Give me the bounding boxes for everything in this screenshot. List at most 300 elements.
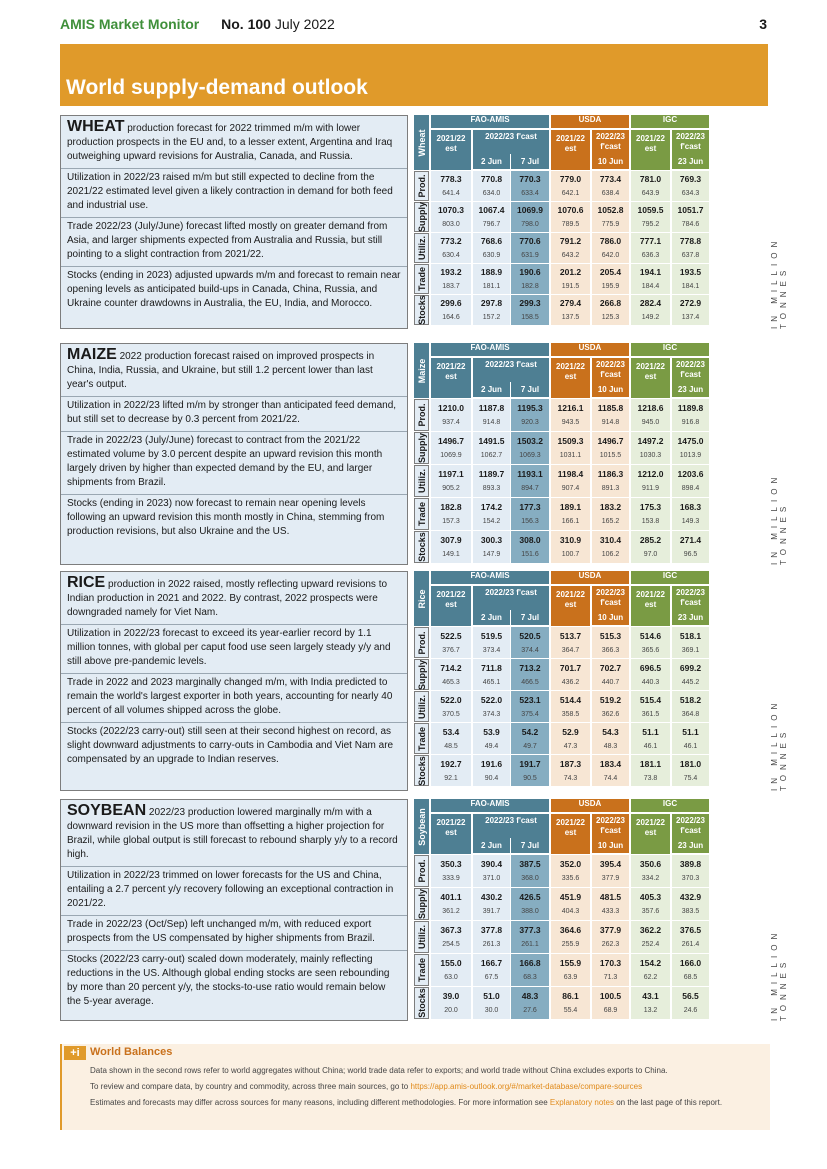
source-header-fao: FAO-AMIS — [431, 343, 549, 356]
row-label — [414, 855, 429, 887]
value-world: 1186.3 — [597, 469, 624, 479]
value-without-china: 391.7 — [482, 908, 501, 915]
table-cell — [511, 888, 549, 920]
value-without-china: 795.2 — [641, 221, 660, 228]
row-label-text: Trade — [416, 266, 427, 292]
value-world: 1509.3 — [557, 436, 584, 446]
source-header-igc: IGC — [631, 571, 709, 584]
row-label-text: Supply — [416, 201, 427, 233]
value-without-china: 153.8 — [641, 518, 660, 525]
fcast-header: 2022/23 f'cast — [473, 130, 549, 154]
value-without-china: 191.5 — [561, 283, 580, 290]
value-world: 451.9 — [559, 892, 582, 902]
table-cell — [631, 755, 670, 786]
world-balances-note — [60, 1044, 770, 1130]
table-cell — [511, 295, 549, 325]
row-label-text: Utiliz. — [416, 925, 427, 949]
value-world: 699.2 — [679, 663, 702, 673]
table-cell — [473, 954, 510, 986]
fcast-header: 2022/23 f'cast — [592, 130, 629, 154]
table-cell — [511, 659, 549, 690]
value-world: 779.0 — [559, 174, 582, 184]
value-world: 430.2 — [480, 892, 503, 902]
value-world: 702.7 — [599, 663, 622, 673]
row-label — [414, 888, 429, 920]
row-label-text: Stocks — [416, 532, 427, 562]
value-world: 773.2 — [440, 236, 462, 246]
value-world: 1070.6 — [557, 205, 584, 215]
date-header: 23 Jun — [672, 838, 709, 853]
table-cell — [592, 202, 629, 232]
table-cell — [631, 295, 670, 325]
value-world: 714.2 — [440, 663, 462, 673]
intro-text: 2022/23 production lowered marginally m/m with a downward revision in the US more than offsetting a higher projection for Brazil, while global output is still forecast to rebound sharply y/y to a record high. — [67, 807, 398, 860]
commentary-paragraph: Stocks (ending in 2023) now forecast to remain near opening levels following an upward revision this month mostly in China, stemming from production revisions, but also Ukraine and the US. — [67, 498, 385, 537]
table-cell — [551, 233, 590, 263]
table-cell — [551, 954, 590, 986]
value-world: 299.3 — [519, 298, 541, 308]
value-world: 168.3 — [679, 502, 702, 512]
value-world: 54.2 — [521, 727, 539, 737]
value-without-china: 164.6 — [442, 314, 460, 321]
value-without-china: 75.4 — [683, 775, 698, 782]
table-cell — [511, 202, 549, 232]
fcast-header: 2022/23 f'cast — [592, 814, 629, 838]
value-without-china: 1013.9 — [679, 452, 702, 459]
value-world: 175.3 — [639, 502, 662, 512]
value-world: 205.4 — [599, 267, 622, 277]
table-cell — [592, 921, 629, 953]
value-world: 377.8 — [480, 925, 503, 935]
row-label — [414, 954, 429, 986]
crop-label-text: Rice — [416, 588, 427, 609]
value-world: 39.0 — [442, 991, 460, 1001]
crop-label-text: Maize — [416, 358, 427, 383]
value-without-china: 158.5 — [521, 314, 539, 321]
value-without-china: 375.4 — [521, 711, 539, 718]
value-world: 193.5 — [679, 267, 702, 277]
table-cell — [473, 202, 510, 232]
value-without-china: 154.2 — [482, 518, 501, 525]
value-world: 1051.7 — [677, 205, 704, 215]
value-without-china: 368.0 — [521, 875, 539, 882]
table-cell — [551, 202, 590, 232]
table-cell — [473, 432, 510, 464]
table-cell — [672, 627, 709, 658]
value-world: 51.1 — [682, 727, 699, 737]
value-world: 522.5 — [440, 631, 462, 641]
table-cell — [672, 202, 709, 232]
row-label-text: Stocks — [416, 755, 427, 786]
value-world: 155.9 — [559, 958, 582, 968]
table-cell — [473, 498, 510, 530]
table-cell — [672, 921, 709, 953]
commentary-intro — [61, 344, 407, 397]
table-cell — [431, 465, 471, 497]
row-label — [414, 264, 429, 294]
section-banner — [60, 44, 768, 106]
commentary-intro — [61, 800, 407, 867]
commentary-paragraph: Stocks (ending in 2023) adjusted upwards m/m and forecast to remain near opening levels as anticipated build-ups in Canada, China, Russia, and Ukraine counter drawdowns in Australia, the EU, India, and Morocco. — [67, 270, 401, 309]
note-line-2 — [90, 1079, 766, 1095]
value-without-china: 893.3 — [482, 485, 501, 492]
page-number: 3 — [759, 16, 767, 32]
commentary-box — [60, 799, 408, 1021]
table-cell — [592, 264, 629, 294]
source-header-fao: FAO-AMIS — [431, 571, 549, 584]
value-without-china: 1030.3 — [639, 452, 662, 459]
value-without-china: 440.7 — [601, 679, 620, 686]
value-without-china: 911.9 — [642, 485, 659, 492]
table-cell — [473, 888, 510, 920]
value-without-china: 364.8 — [681, 711, 700, 718]
value-without-china: 642.1 — [561, 190, 580, 197]
value-world: 518.2 — [679, 695, 702, 705]
value-without-china: 62.2 — [643, 974, 658, 981]
value-world: 390.4 — [480, 859, 503, 869]
value-without-china: 775.9 — [601, 221, 620, 228]
value-without-china: 642.0 — [601, 252, 620, 259]
commodity-name: WHEAT — [67, 118, 125, 135]
date-header: 7 Jul — [511, 610, 549, 625]
value-without-china: 388.0 — [521, 908, 539, 915]
commodity-block-wheat — [60, 115, 768, 329]
table-cell — [631, 399, 670, 431]
row-label-text: Utiliz. — [416, 694, 427, 719]
value-without-china: 74.3 — [563, 775, 578, 782]
value-world: 56.5 — [682, 991, 699, 1001]
value-without-china: 803.0 — [442, 221, 460, 228]
value-without-china: 784.6 — [681, 221, 700, 228]
value-world: 395.4 — [599, 859, 622, 869]
value-world: 350.3 — [440, 859, 462, 869]
table-cell — [473, 659, 510, 690]
table-cell — [592, 399, 629, 431]
table-cell — [551, 531, 590, 563]
value-world: 170.3 — [599, 958, 622, 968]
value-world: 310.4 — [599, 535, 622, 545]
table-cell — [473, 755, 510, 786]
value-without-china: 364.7 — [561, 647, 580, 654]
value-without-china: 466.5 — [521, 679, 539, 686]
commentary-box — [60, 571, 408, 791]
value-world: 1069.9 — [517, 205, 543, 215]
table-cell — [592, 723, 629, 754]
date-header: 2 Jun — [473, 382, 510, 397]
row-label — [414, 233, 429, 263]
fcast-header: 2022/23 f'cast — [473, 358, 549, 382]
value-without-china: 71.3 — [603, 974, 618, 981]
value-world: 190.6 — [519, 267, 541, 277]
value-without-china: 254.5 — [442, 941, 460, 948]
table-cell — [672, 432, 709, 464]
value-without-china: 333.9 — [442, 875, 460, 882]
value-world: 352.0 — [559, 859, 582, 869]
table-cell — [672, 531, 709, 563]
value-world: 1195.3 — [517, 403, 543, 413]
value-world: 174.2 — [480, 502, 503, 512]
value-world: 778.8 — [679, 236, 702, 246]
value-without-china: 361.5 — [641, 711, 660, 718]
table-cell — [592, 755, 629, 786]
value-world: 285.2 — [639, 535, 662, 545]
note-body — [90, 1063, 766, 1111]
value-without-china: 637.8 — [681, 252, 700, 259]
table-cell — [473, 264, 510, 294]
value-world: 1475.0 — [677, 436, 704, 446]
source-header-fao: FAO-AMIS — [431, 115, 549, 128]
value-world: 522.0 — [480, 695, 503, 705]
table-cell — [631, 531, 670, 563]
value-without-china: 157.2 — [482, 314, 501, 321]
value-without-china: 634.0 — [482, 190, 501, 197]
table-cell — [592, 233, 629, 263]
value-world: 377.3 — [519, 925, 541, 935]
intro-text: 2022 production forecast raised on improved prospects in China, India, Russia, and Ukraine, but still 1.2 percent lower than last year's output. — [67, 351, 375, 390]
value-world: 282.4 — [639, 298, 662, 308]
row-label — [414, 627, 429, 658]
est-header: 2021/22 est — [551, 814, 590, 854]
value-without-china: 366.3 — [601, 647, 620, 654]
row-label — [414, 432, 429, 464]
table-cell — [592, 295, 629, 325]
value-world: 791.2 — [559, 236, 582, 246]
value-without-china: 261.1 — [521, 941, 539, 948]
value-world: 183.4 — [599, 759, 622, 769]
issue-info — [221, 16, 335, 32]
est-header: 2021/22 est — [551, 130, 590, 170]
table-cell — [631, 987, 670, 1019]
table-cell — [511, 954, 549, 986]
note-line-3-text: Estimates and forecasts may differ across sources for many reasons, including different methodologies. For more information see — [90, 1098, 550, 1107]
row-label-text: Stocks — [416, 988, 427, 1018]
value-world: 1218.6 — [637, 403, 664, 413]
table-cell — [631, 432, 670, 464]
table-cell — [551, 498, 590, 530]
table-cell — [551, 465, 590, 497]
value-world: 768.6 — [480, 236, 503, 246]
commentary-paragraph: Utilization in 2022/23 lifted m/m by stronger than anticipated feed demand, but still set to decrease by 0.3 percent from 2021/22. — [61, 397, 407, 432]
table-cell — [551, 295, 590, 325]
compare-sources-link[interactable]: https://app.amis-outlook.org/#/market-database/compare-sources — [410, 1082, 643, 1091]
value-without-china: 945.0 — [641, 419, 660, 426]
fcast-header: 2022/23 f'cast — [672, 130, 709, 154]
table-cell — [431, 627, 471, 658]
value-without-china: 631.9 — [521, 252, 539, 259]
value-world: 1496.7 — [438, 436, 464, 446]
table-cell — [511, 723, 549, 754]
est-header: 2021/22 est — [631, 586, 670, 626]
commentary-paragraph: Stocks (2022/23 carry-out) still seen at their second highest on record, as slight downward adjustments to carry-outs in Cambodia and Viet Nam are compensated by an upgrade to Indian reserves. — [67, 726, 394, 765]
value-without-china: 92.1 — [444, 775, 458, 782]
value-world: 696.5 — [639, 663, 662, 673]
value-world: 51.0 — [483, 991, 500, 1001]
crop-label — [414, 571, 429, 626]
value-world: 520.5 — [519, 631, 541, 641]
value-world: 1497.2 — [637, 436, 664, 446]
page-header — [60, 16, 767, 36]
value-without-china: 1062.7 — [480, 452, 503, 459]
table-cell — [431, 432, 471, 464]
value-without-china: 641.4 — [442, 190, 460, 197]
value-without-china: 46.1 — [643, 743, 658, 750]
table-cell — [592, 987, 629, 1019]
value-world: 481.5 — [599, 892, 622, 902]
value-world: 1185.8 — [597, 403, 624, 413]
table-cell — [672, 295, 709, 325]
table-cell — [511, 921, 549, 953]
value-without-china: 943.5 — [561, 419, 580, 426]
value-world: 701.7 — [559, 663, 582, 673]
value-world: 1067.4 — [478, 205, 505, 215]
table-cell — [511, 465, 549, 497]
table-cell — [592, 432, 629, 464]
table-cell — [511, 627, 549, 658]
table-cell — [592, 659, 629, 690]
supply-demand-table — [414, 571, 768, 791]
est-header: 2021/22 est — [431, 358, 471, 398]
table-cell — [672, 755, 709, 786]
value-without-china: 643.9 — [641, 190, 660, 197]
value-without-china: 68.3 — [523, 974, 537, 981]
value-without-china: 362.6 — [601, 711, 620, 718]
date-header: 2 Jun — [473, 610, 510, 625]
value-without-china: 907.4 — [561, 485, 580, 492]
table-cell — [551, 921, 590, 953]
value-without-china: 365.6 — [641, 647, 660, 654]
table-cell — [592, 171, 629, 201]
value-world: 297.8 — [480, 298, 503, 308]
table-cell — [431, 399, 471, 431]
info-icon: +i — [64, 1046, 86, 1060]
value-world: 193.2 — [440, 267, 462, 277]
value-world: 1503.2 — [517, 436, 543, 446]
value-world: 777.1 — [639, 236, 662, 246]
table-cell — [592, 954, 629, 986]
row-label — [414, 987, 429, 1019]
value-world: 786.0 — [599, 236, 622, 246]
value-world: 350.6 — [639, 859, 662, 869]
units-label: IN MILLION TONNES — [770, 472, 788, 565]
explanatory-notes-link[interactable]: Explanatory notes — [549, 1098, 614, 1107]
row-label-text: Trade — [416, 957, 427, 983]
value-world: 53.4 — [442, 727, 460, 737]
value-world: 773.4 — [599, 174, 622, 184]
value-without-china: 166.1 — [561, 518, 580, 525]
value-without-china: 636.3 — [641, 252, 660, 259]
value-world: 713.2 — [519, 663, 541, 673]
table-cell — [511, 171, 549, 201]
table-cell — [431, 233, 471, 263]
value-world: 514.4 — [559, 695, 582, 705]
table-cell — [473, 855, 510, 887]
table-cell — [551, 723, 590, 754]
row-label — [414, 659, 429, 690]
value-world: 177.3 — [519, 502, 541, 512]
value-without-china: 195.9 — [601, 283, 620, 290]
commentary-paragraph: Utilization in 2022/23 raised m/m but still expected to decline from the 2021/22 estimated level given a likely contraction in demand for both feed and industrial use. — [61, 169, 407, 218]
value-world: 432.9 — [679, 892, 702, 902]
value-world: 155.0 — [440, 958, 462, 968]
table-cell — [631, 921, 670, 953]
value-world: 52.9 — [562, 727, 579, 737]
note-title: World Balances — [90, 1046, 173, 1058]
table-cell — [672, 723, 709, 754]
banner-title: World supply-demand outlook — [66, 76, 368, 99]
value-without-china: 49.7 — [523, 743, 537, 750]
value-without-china: 1069.3 — [519, 452, 541, 459]
table-cell — [551, 264, 590, 294]
commodity-block-maize — [60, 343, 768, 565]
value-world: 513.7 — [559, 631, 582, 641]
table-cell — [551, 888, 590, 920]
row-label — [414, 498, 429, 530]
value-world: 100.5 — [599, 991, 622, 1001]
issue-date: July 2022 — [274, 16, 335, 32]
row-label — [414, 755, 429, 786]
table-cell — [631, 954, 670, 986]
value-without-china: 465.1 — [482, 679, 501, 686]
value-without-china: 373.4 — [482, 647, 501, 654]
value-without-china: 55.4 — [563, 1007, 578, 1014]
value-without-china: 125.3 — [601, 314, 620, 321]
brand-name: AMIS Market Monitor — [60, 16, 200, 32]
value-world: 364.6 — [559, 925, 582, 935]
commentary-paragraph: Utilization in 2022/23 trimmed on lower forecasts for the US and China, entailing a 2.7 percent y/y recovery following an exceptional contraction in 2021/22. — [61, 867, 407, 916]
table-cell — [431, 755, 471, 786]
fcast-header: 2022/23 f'cast — [592, 586, 629, 610]
value-world: 770.6 — [519, 236, 541, 246]
value-without-china: 255.9 — [561, 941, 580, 948]
value-without-china: 149.3 — [681, 518, 700, 525]
date-header: 10 Jun — [592, 154, 629, 169]
value-world: 48.3 — [521, 991, 539, 1001]
value-without-china: 47.3 — [563, 743, 578, 750]
value-without-china: 73.8 — [643, 775, 658, 782]
value-without-china: 68.9 — [603, 1007, 618, 1014]
value-world: 86.1 — [562, 991, 579, 1001]
commentary-intro — [61, 116, 407, 169]
value-without-china: 404.3 — [561, 908, 580, 915]
table-cell — [592, 691, 629, 722]
value-without-china: 370.5 — [442, 711, 460, 718]
table-cell — [551, 987, 590, 1019]
value-without-china: 371.0 — [482, 875, 501, 882]
row-label — [414, 295, 429, 325]
value-without-china: 68.5 — [683, 974, 698, 981]
table-cell — [592, 855, 629, 887]
value-world: 194.1 — [639, 267, 662, 277]
value-without-china: 181.1 — [482, 283, 501, 290]
table-cell — [672, 233, 709, 263]
table-cell — [511, 855, 549, 887]
table-cell — [672, 987, 709, 1019]
value-without-china: 335.6 — [561, 875, 580, 882]
table-cell — [551, 855, 590, 887]
table-cell — [631, 888, 670, 920]
est-header: 2021/22 est — [431, 586, 471, 626]
table-cell — [511, 531, 549, 563]
value-without-china: 90.5 — [523, 775, 537, 782]
table-cell — [473, 171, 510, 201]
value-without-china: 436.2 — [561, 679, 580, 686]
table-cell — [511, 399, 549, 431]
value-without-china: 433.3 — [601, 908, 620, 915]
table-cell — [672, 399, 709, 431]
value-world: 192.7 — [440, 759, 462, 769]
supply-demand-table — [414, 799, 768, 1021]
value-without-china: 916.8 — [681, 419, 700, 426]
